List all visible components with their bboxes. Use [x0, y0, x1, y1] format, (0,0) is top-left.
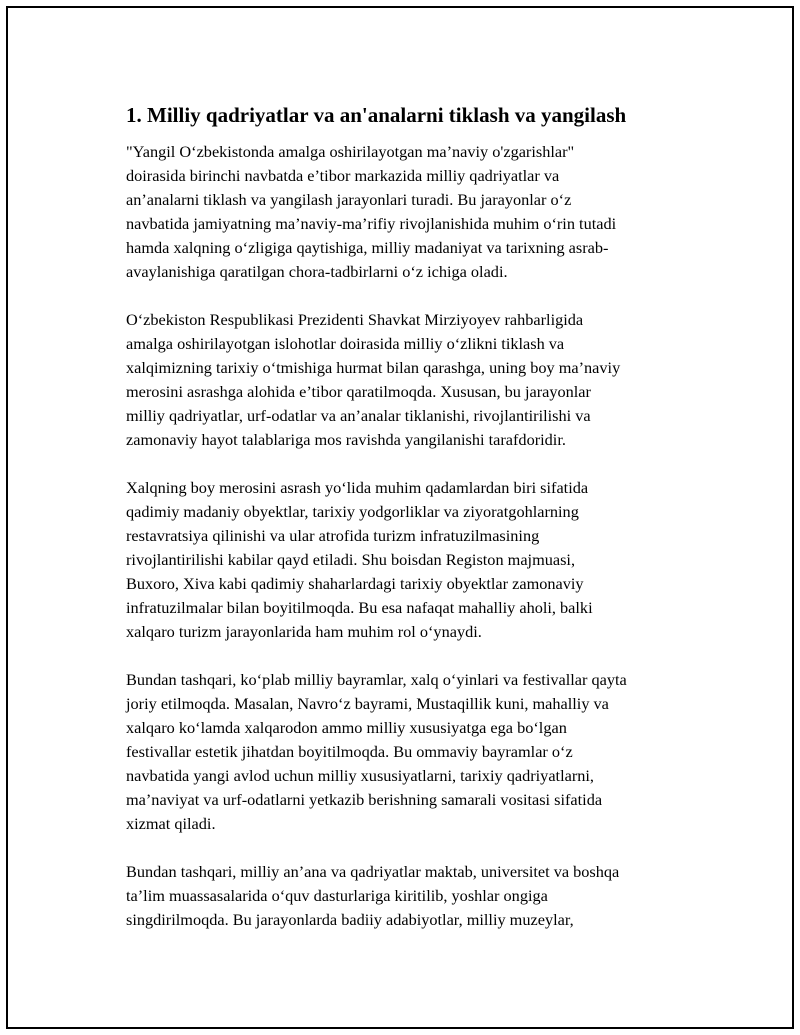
paragraph	[126, 668, 706, 836]
paragraph	[126, 140, 706, 284]
paragraph-line: festivallar estetik jihatdan boyitilmoqda. Bu ommaviy bayramlar o‘z	[126, 742, 573, 761]
paragraph-line: zamonaviy hayot talablariga mos ravishda yangilanishi tarafdoridir.	[126, 430, 566, 449]
paragraph-line: qadimiy madaniy obyektlar, tarixiy yodgorliklar va ziyoratgohlarning	[126, 502, 579, 521]
paragraph-line: doirasida birinchi navbatda e’tibor markazida milliy qadriyatlar va	[126, 166, 560, 185]
paragraph-line: Bundan tashqari, milliy an’ana va qadriyatlar maktab, universitet va boshqa	[126, 862, 620, 881]
paragraph-line: amalga oshirilayotgan islohotlar doirasida milliy o‘zlikni tiklash va	[126, 334, 565, 353]
paragraph-line: rivojlantirilishi kabilar qayd etiladi. Shu boisdan Registon majmuasi,	[126, 550, 576, 569]
paragraph-line: O‘zbekiston Respublikasi Prezidenti Shavkat Mirziyoyev rahbarligida	[126, 310, 584, 329]
paragraph-line: ta’lim muassasalarida o‘quv dasturlariga kiritilib, yoshlar ongiga	[126, 886, 548, 905]
paragraph	[126, 308, 706, 452]
paragraph-line: xalqimizning tarixiy o‘tmishiga hurmat bilan qarashga, uning boy ma’naviy	[126, 358, 621, 377]
paragraph-list	[126, 140, 706, 932]
section-heading: 1. Milliy qadriyatlar va an'analarni tiklash va yangilash	[126, 103, 627, 127]
paragraph	[126, 860, 706, 932]
paragraph	[126, 476, 706, 644]
paragraph-line: navbatida jamiyatning ma’naviy-ma’rifiy rivojlanishida muhim o‘rin tutadi	[126, 214, 617, 233]
paragraph-line: Buxoro, Xiva kabi qadimiy shaharlardagi tarixiy obyektlar zamonaviy	[126, 574, 584, 593]
paragraph-line: restavratsiya qilinishi va ular atrofida turizm infratuzilmasining	[126, 526, 540, 545]
paragraph-line: Xalqning boy merosini asrash yo‘lida muhim qadamlardan biri sifatida	[126, 478, 589, 497]
paragraph-line: avaylanishiga qaratilgan chora-tadbirlarni o‘z ichiga oladi.	[126, 262, 508, 281]
paragraph-line: milliy qadriyatlar, urf-odatlar va an’analar tiklanishi, rivojlantirilishi va	[126, 406, 591, 425]
paragraph-line: infratuzilmalar bilan boyitilmoqda. Bu esa nafaqat mahalliy aholi, balki	[126, 598, 593, 617]
paragraph-line: "Yangil O‘zbekistonda amalga oshirilayotgan ma’naviy o'zgarishlar"	[126, 142, 575, 161]
paragraph-line: singdirilmoqda. Bu jarayonlarda badiiy adabiyotlar, milliy muzeylar,	[126, 910, 574, 929]
paragraph-line: an’analarni tiklash va yangilash jarayonlari turadi. Bu jarayonlar o‘z	[126, 190, 572, 209]
paragraph-line: Bundan tashqari, ko‘plab milliy bayramlar, xalq o‘yinlari va festivallar qayta	[126, 670, 627, 689]
document-body	[126, 101, 706, 956]
paragraph-line: merosini asrashga alohida e’tibor qaratilmoqda. Xususan, bu jarayonlar	[126, 382, 591, 401]
paragraph-line: xalqaro ko‘lamda xalqarodon ammo milliy xususiyatga ega bo‘lgan	[126, 718, 567, 737]
paragraph-line: hamda xalqning o‘zligiga qaytishiga, milliy madaniyat va tarixning asrab-	[126, 238, 609, 257]
paragraph-line: navbatida yangi avlod uchun milliy xususiyatlarni, tarixiy qadriyatlarni,	[126, 766, 594, 785]
paragraph-line: xizmat qiladi.	[126, 814, 216, 833]
paragraph-line: xalqaro turizm jarayonlarida ham muhim rol o‘ynaydi.	[126, 622, 482, 641]
paragraph-line: joriy etilmoqda. Masalan, Navro‘z bayrami, Mustaqillik kuni, mahalliy va	[126, 694, 609, 713]
document-page	[6, 6, 794, 1029]
paragraph-line: ma’naviyat va urf-odatlarni yetkazib berishning samarali vositasi sifatida	[126, 790, 603, 809]
